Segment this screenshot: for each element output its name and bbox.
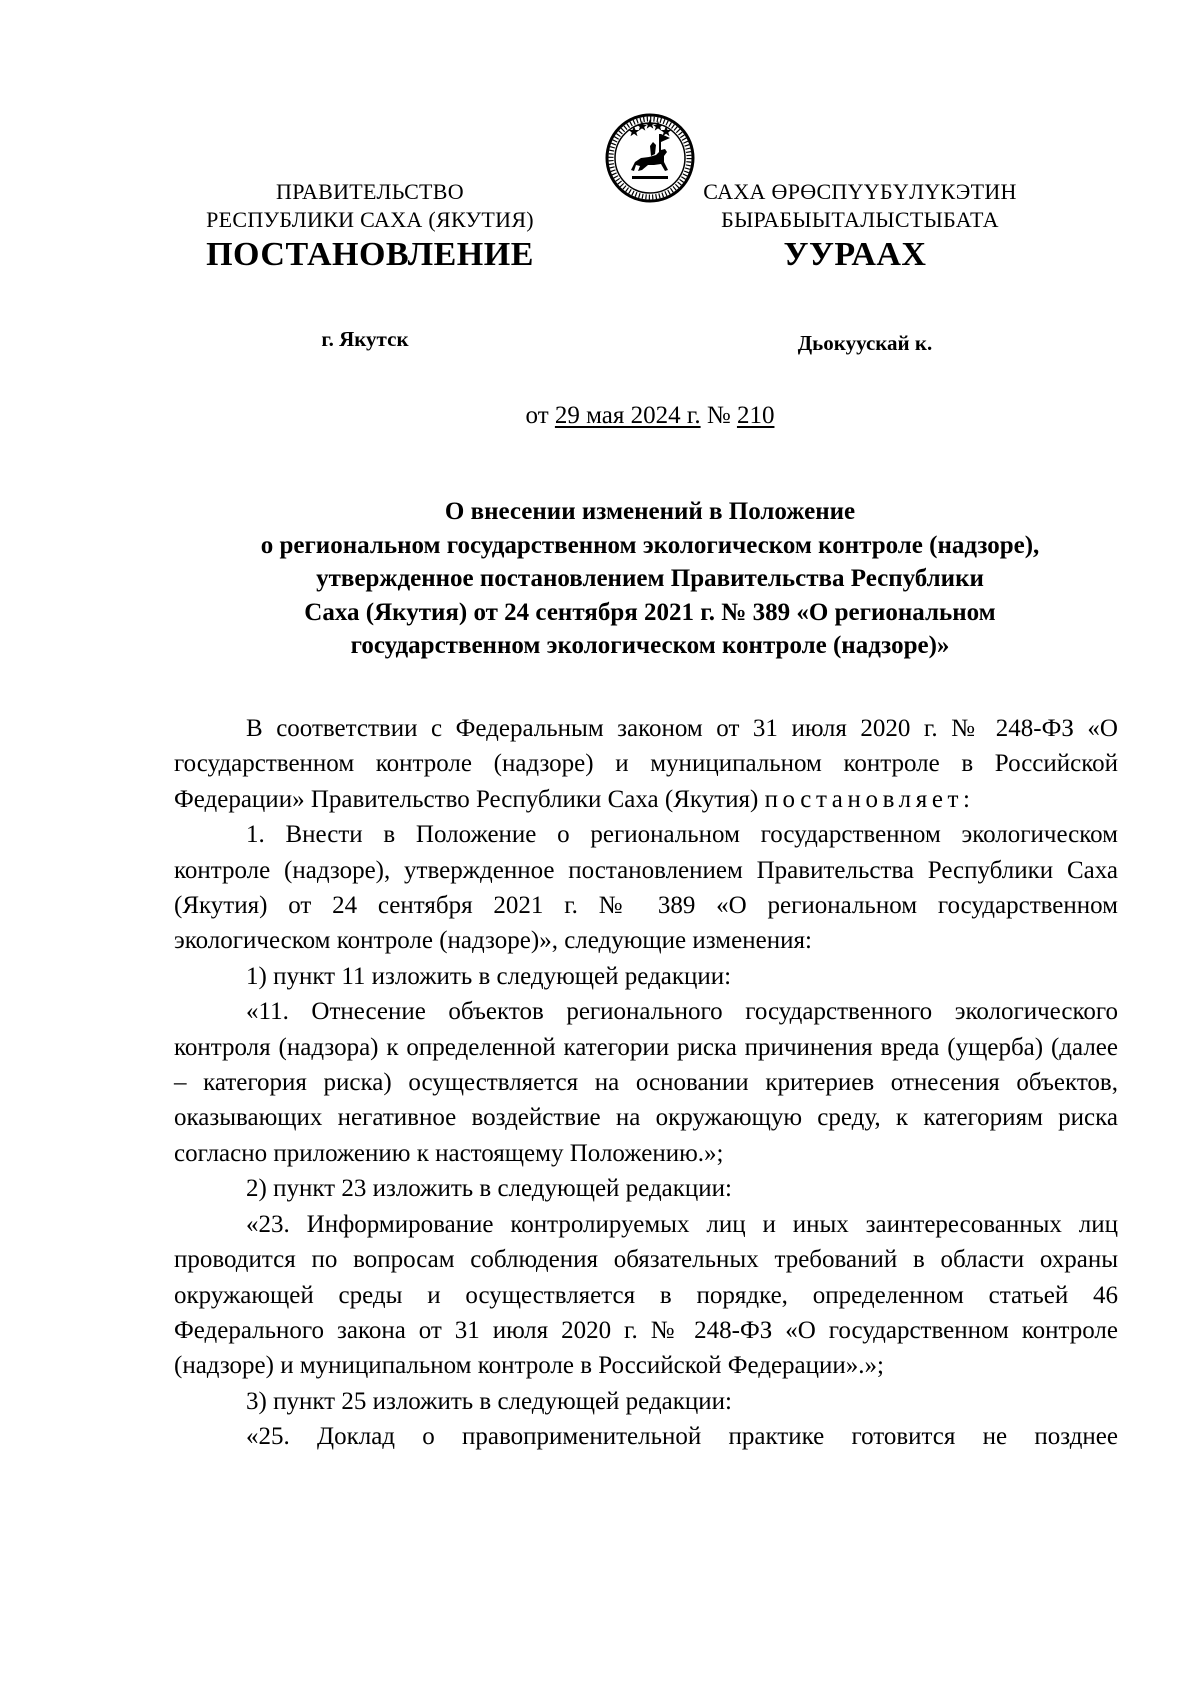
right-org-line-1: САХА ӨРӨСПҮҮБҮЛҮКЭТИН (703, 179, 1017, 204)
title-line-5: государственном экологическом контроле (надзоре)» (350, 632, 950, 659)
paragraph-subitem-2: 2) пункт 23 изложить в следующей редакции: (246, 1175, 732, 1203)
title-line-1: О внесении изменений в Положение (444, 498, 856, 525)
paragraph-subitem-3: 3) пункт 25 изложить в следующей редакции: (246, 1387, 732, 1415)
date-prefix: от (525, 402, 555, 429)
paragraph-item-1: 1. Внести в Положение о региональном государственном экологическом контроле (надзоре), утвержденное постановлением Правительства Республики Саха (Якутия) от 24 сентября 2021 г. № 389 «О региональном государственном экологическом контроле (надзоре)», следующие изменения: (174, 821, 1118, 955)
coat-of-arms-emblem-icon (604, 112, 696, 204)
document-number: 210 (736, 402, 775, 429)
paragraph-point-23: «23. Информирование контролируемых лиц и иных заинтересованных лиц проводится по вопросам соблюдения обязательных требований в области охраны окружающей среды и осуществляется в порядке, определенном статьей 46 Федерального закона от 31 июля 2020 г. № 248-ФЗ «О государственном контроле (надзоре) и муниципальном контроле в Российской Федерации».»; (174, 1210, 1118, 1380)
paragraph-point-11: «11. Отнесение объектов регионального государственного экологического контроля (надзора) к определенной категории риска причинения вреда (ущерба) (далее – категория риска) осуществляется на основании критериев отнесения объектов, оказывающих негативное воздействие на окружающую среду, к категориям риска согласно приложению к настоящему Положению.»; (174, 998, 1118, 1167)
left-doc-type: ПОСТАНОВЛЕНИЕ (206, 236, 534, 273)
right-org-name (690, 178, 1030, 234)
left-org-line-2: РЕСПУБЛИКИ САХА (ЯКУТИЯ) (206, 207, 534, 232)
left-org-name (180, 178, 560, 234)
preamble-resolves: постановляет: (764, 785, 975, 813)
right-doc-type: УУРААХ (783, 236, 927, 273)
right-org-line-2: БЫРАБЫЫТАЛЫСТЫБАТА (721, 207, 999, 232)
document-date: 29 мая 2024 г. (554, 402, 701, 429)
paragraph-point-25: «25. Доклад о правоприменительной практике готовится не позднее (246, 1423, 1118, 1451)
document-body (174, 711, 1118, 1455)
title-line-3: утвержденное постановлением Правительства Республики (316, 565, 984, 592)
right-city: Дьокуускай к. (797, 331, 933, 355)
paragraph-subitem-1: 1) пункт 11 изложить в следующей редакции: (246, 962, 732, 990)
paragraph-preamble (174, 711, 1118, 817)
preamble-text: В соответствии с Федеральным законом от 31 июля 2020 г. № 248-ФЗ «О государственном контроле (надзоре) и муниципальном контроле в Российской Федерации» Правительство Республики Саха (Якутия) (174, 715, 1118, 813)
left-org-line-1: ПРАВИТЕЛЬСТВО (276, 179, 464, 204)
date-line (180, 402, 1120, 430)
number-prefix: № (700, 402, 737, 429)
title-line-4: Саха (Якутия) от 24 сентября 2021 г. № 389 «О региональном (304, 598, 996, 626)
left-city: г. Якутск (321, 327, 409, 351)
document-title (180, 495, 1120, 663)
title-line-2: о региональном государственном экологическом контроле (надзоре), (260, 531, 1040, 559)
